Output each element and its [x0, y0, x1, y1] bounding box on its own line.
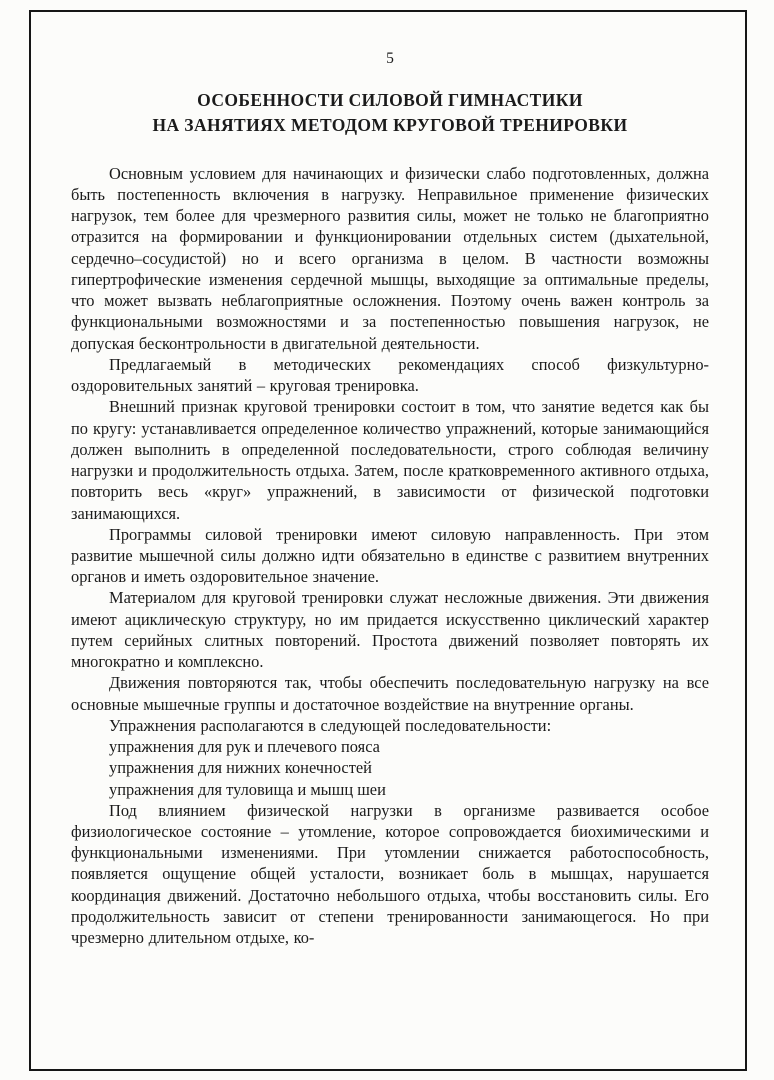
- paragraph-method: Предлагаемый в методических рекомендациях способ физкультурно-оздоровительных занятий – круговая тренировка.: [71, 354, 709, 396]
- document-title: [71, 88, 709, 139]
- paragraph-strength-programs: Программы силовой тренировки имеют силовую направленность. При этом развитие мышечной силы должно идти обязательно в единстве с развитием внутренних органов и иметь оздоровительное значение.: [71, 524, 709, 587]
- paragraph-sequence-lead-in: Упражнения располагаются в следующей последовательности:: [109, 715, 552, 735]
- list-item-torso: упражнения для туловища и мышц шеи: [109, 779, 386, 799]
- paragraph-circuit-description: Внешний признак круговой тренировки состоит в том, что занятие ведется как бы по кругу: устанавливается определенное количество упражнений, которые занимающийся должен выполнить в определенной последовательности, строго соблюдая величину нагрузки и продолжительность отдыха. Затем, после кратковременного активного отдыха, повторить весь «круг» упражнений, в зависимости от физической подготовки занимающихся.: [71, 397, 709, 523]
- paragraph-fatigue: Под влиянием физической нагрузки в организме развивается особое физиологическое состояние – утомление, которое сопровождается биохимическими и функциональными изменениями. При утомлении снижается работоспособность, появляется ощущение общей усталости, возникает боль в мышцах, нарушается координация движений. Достаточно небольшого отдыха, чтобы восстановить силы. Его продолжительность зависит от степени тренированности занимающегося. Но при чрезмерно длительном отдыхе, ко-: [71, 800, 709, 948]
- paragraph-movement-repetition: Движения повторяются так, чтобы обеспечить последовательную нагрузку на все основные мышечные группы и достаточное воздействие на внутренние органы.: [71, 673, 709, 714]
- document-title-line-2: НА ЗАНЯТИЯХ МЕТОДОМ КРУГОВОЙ ТРЕНИРОВКИ: [152, 115, 628, 136]
- paragraph-material: Материалом для круговой тренировки служат несложные движения. Эти движения имеют ациклическую структуру, но им придается искусственно циклический характер путем серийных слитных повторений. Простота движений позволяет повторять их многократно и комплексно.: [71, 588, 709, 672]
- page-number: 5: [386, 50, 394, 67]
- page-content: [29, 10, 747, 1071]
- list-item-legs: упражнения для нижних конечностей: [109, 758, 372, 778]
- paragraph-intro: Основным условием для начинающих и физически слабо подготовленных, должна быть постепенность включения в нагрузку. Неправильное применение физических нагрузок, тем более для чрезмерного развития силы, может не только не благоприятно отразится на формировании и функционировании отдельных систем (дыхательной, сердечно–сосудистой) но и всего организма в целом. В частности возможны гипертрофические изменения сердечной мышцы, выходящие за оптимальные пределы, что может вызвать неблагоприятные осложнения. Поэтому очень важен контроль за функциональными возможностями и за постепенностью повышения нагрузок, не допуская бесконтрольности в двигательной деятельности.: [71, 163, 709, 353]
- list-item-arms: упражнения для рук и плечевого пояса: [109, 737, 380, 757]
- document-title-line-1: ОСОБЕННОСТИ СИЛОВОЙ ГИМНАСТИКИ: [197, 90, 583, 110]
